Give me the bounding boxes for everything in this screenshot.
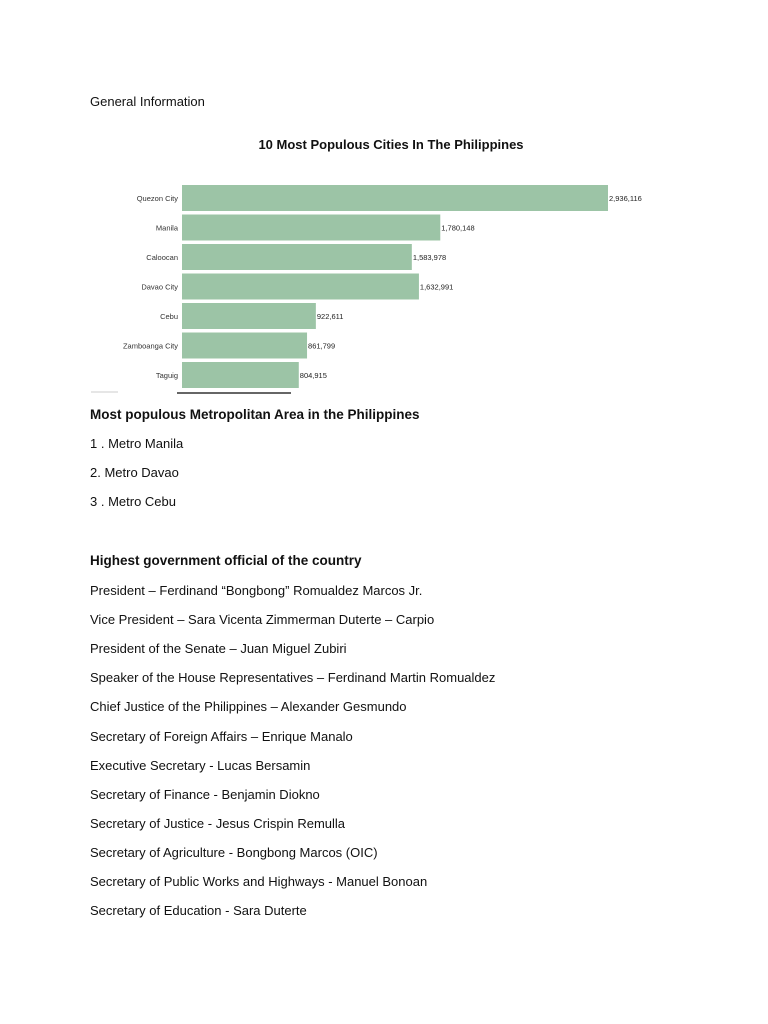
value-label: 1,780,148: [441, 223, 475, 233]
value-label: 922,611: [316, 312, 344, 321]
bar-manila: [182, 215, 440, 241]
metro-item: 1 . Metro Manila: [90, 436, 184, 451]
metro-item: 2. Metro Davao: [90, 465, 179, 480]
bar-taguig: [182, 362, 299, 388]
officials-title: Highest government official of the country: [90, 553, 362, 568]
bar-quezon-city: [182, 185, 608, 211]
official-item: Secretary of Foreign Affairs – Enrique Manalo: [90, 729, 353, 744]
official-item: Secretary of Public Works and Highways - Manuel Bonoan: [90, 874, 428, 889]
value-label: 2,936,116: [609, 194, 642, 203]
bar-davao-city: [182, 274, 419, 300]
category-label: Manila: [155, 223, 178, 233]
category-label: Taguig: [155, 371, 178, 380]
official-item: Chief Justice of the Philippines – Alexander Gesmundo: [90, 699, 407, 714]
value-label: 1,583,978: [412, 253, 447, 262]
populous-cities-chart: [88, 128, 688, 396]
official-item: Vice President – Sara Vicenta Zimmerman Duterte – Carpio: [90, 612, 435, 627]
category-label: Zamboanga City: [122, 341, 178, 351]
value-label: 804,915: [299, 371, 327, 380]
official-item: President of the Senate – Juan Miguel Zubiri: [90, 641, 347, 656]
metro-area-title: Most populous Metropolitan Area in the Philippines: [90, 407, 420, 422]
official-item: Secretary of Finance - Benjamin Diokno: [90, 787, 320, 802]
bar-caloocan: [182, 244, 412, 270]
bar-chart-svg: [88, 128, 688, 396]
official-item: President – Ferdinand “Bongbong” Romualdez Marcos Jr.: [90, 583, 423, 598]
value-label: 861,799: [308, 341, 336, 351]
official-item: Executive Secretary - Lucas Bersamin: [90, 758, 311, 773]
value-label: 1,632,991: [419, 282, 454, 292]
category-label: Cebu: [160, 312, 178, 321]
official-item: Speaker of the House Representatives – Ferdinand Martin Romualdez: [90, 670, 496, 685]
bar-zamboanga-city: [182, 333, 307, 359]
official-item: Secretary of Agriculture - Bongbong Marcos (OIC): [90, 845, 378, 860]
general-information-heading: General Information: [90, 94, 205, 109]
bar-cebu: [182, 303, 316, 329]
chart-title: 10 Most Populous Cities In The Philippines: [258, 137, 524, 152]
category-label: Davao City: [141, 282, 178, 292]
official-item: Secretary of Education - Sara Duterte: [90, 903, 307, 918]
bars-group: [123, 185, 642, 388]
category-label: Caloocan: [146, 253, 178, 262]
category-label: Quezon City: [136, 194, 178, 203]
metro-item: 3 . Metro Cebu: [90, 494, 176, 509]
official-item: Secretary of Justice - Jesus Crispin Remulla: [90, 816, 346, 831]
